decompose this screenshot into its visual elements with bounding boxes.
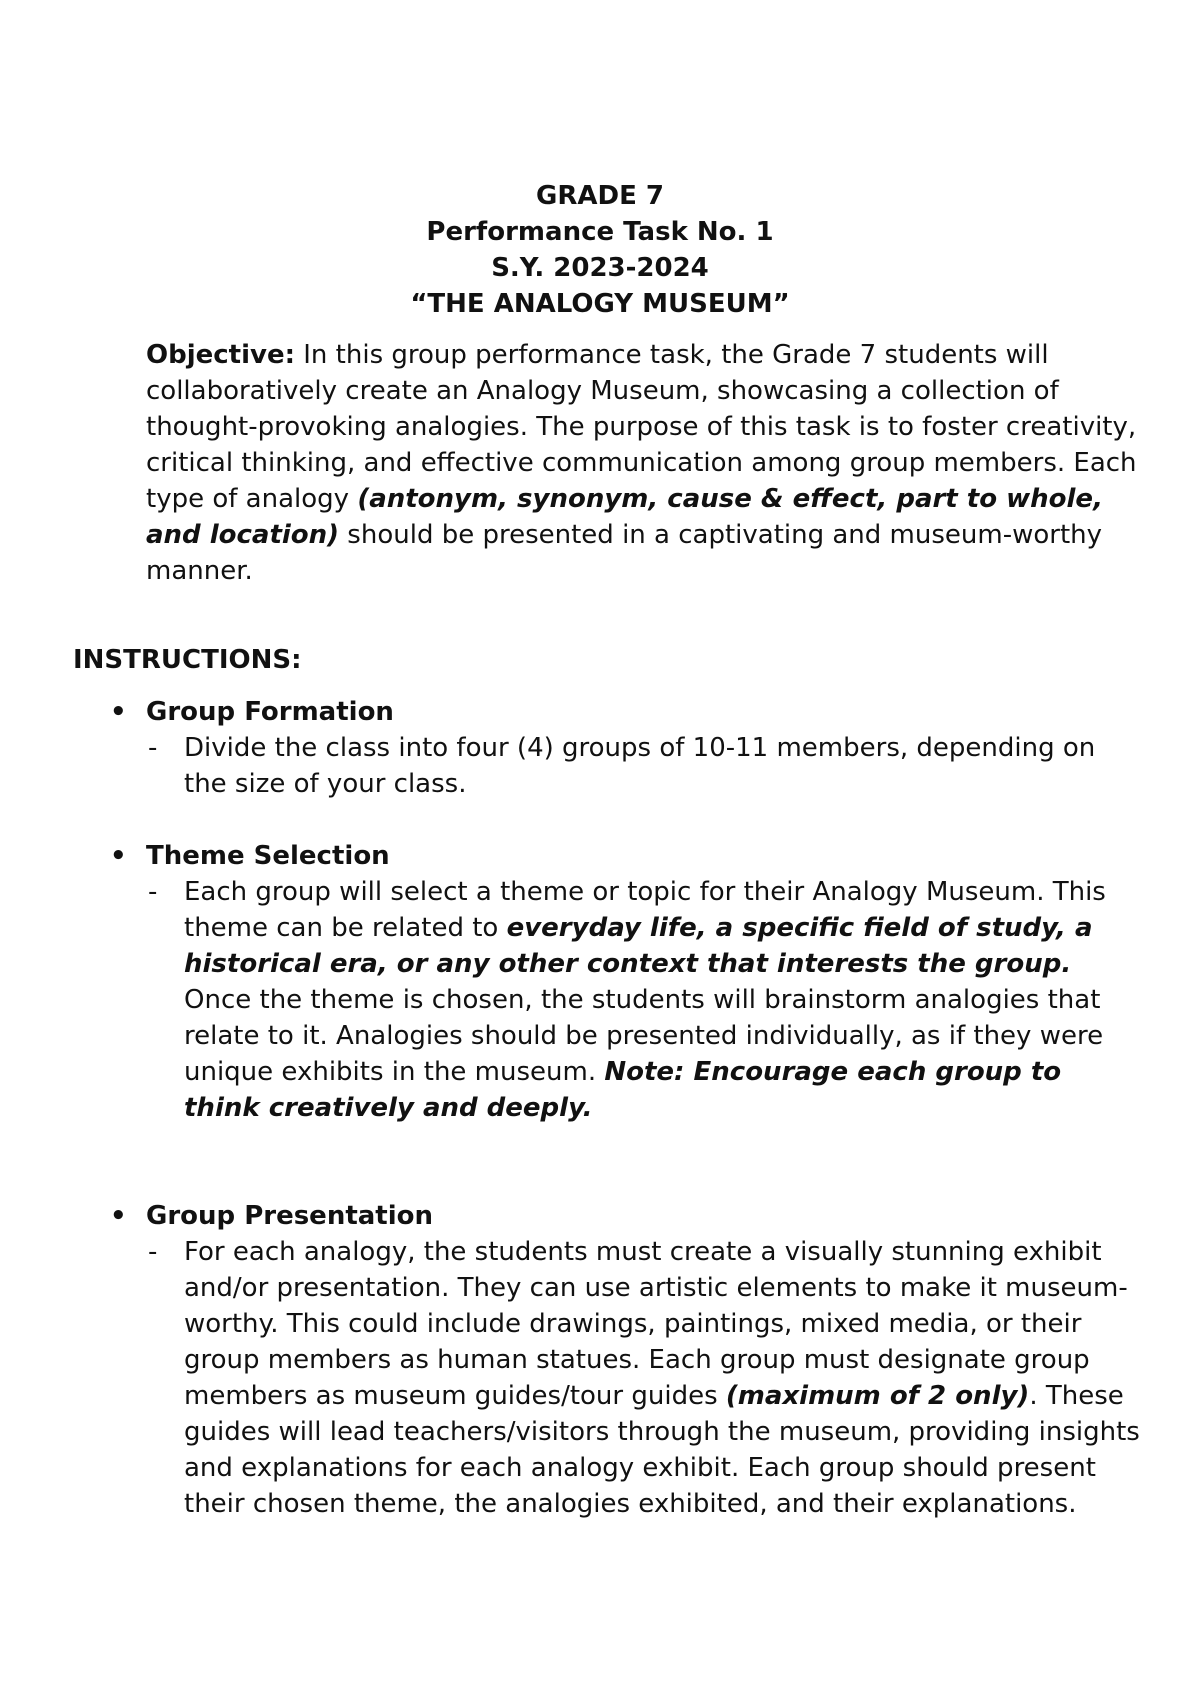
section-item-text: Divide the class into four (4) groups of 10-11 members, depending on the size of your class. xyxy=(184,733,1096,799)
section-heading-text: Theme Selection xyxy=(146,841,390,871)
school-year-heading: S.Y. 2023-2024 xyxy=(491,253,709,283)
section-heading xyxy=(108,838,1158,874)
objective-emphasis: (antonym, synonym, cause & effect, part to whole, and location) xyxy=(146,484,1103,550)
section-heading-text: Group Presentation xyxy=(146,1201,434,1231)
section-item-text-1: Each group will select a theme or topic for their Analogy Museum. This theme can be related to xyxy=(184,877,1106,943)
section-group-formation xyxy=(108,694,1158,802)
instructions-title: INSTRUCTIONS: xyxy=(73,645,302,675)
section-group-presentation xyxy=(108,1198,1158,1522)
grade-heading: GRADE 7 xyxy=(536,181,664,211)
section-item xyxy=(108,730,1144,802)
dash-icon: - xyxy=(148,877,158,907)
objective-label: Objective: xyxy=(146,340,295,370)
bullet-icon: • xyxy=(110,1201,127,1231)
section-item-text-2: . These guides will lead teachers/visitors through the museum, providing insights and explanations for each analogy exhibit. Each group should present their chosen theme, the analogies exhibited, and their explanations. xyxy=(184,1381,1140,1519)
objective-text-2: should be presented in a captivating and museum-worthy manner. xyxy=(146,520,1103,586)
section-theme-selection xyxy=(108,838,1158,1126)
document-header xyxy=(0,178,1200,322)
section-item xyxy=(108,874,1144,1126)
section-item-emphasis-2: Note: Encourage each group to think creatively and deeply. xyxy=(184,1057,1062,1123)
section-item-text-2: Once the theme is chosen, the students will brainstorm analogies that relate to it. Analogies should be presented individually, as if they were unique exhibits in the museum. xyxy=(184,985,1104,1087)
bullet-icon: • xyxy=(110,697,127,727)
section-item-text-1: For each analogy, the students must create a visually stunning exhibit and/or presentation. They can use artistic elements to make it museum-worthy. This could include drawings, paintings, mixed media, or their group members as human statues. Each group must designate group members as museum guides/tour guides xyxy=(184,1237,1128,1411)
dash-icon: - xyxy=(148,733,158,763)
objective-paragraph xyxy=(146,337,1146,589)
task-heading: Performance Task No. 1 xyxy=(426,217,774,247)
section-item-emphasis-1: everyday life, a specific field of study, a historical era, or any other context that interests the group. xyxy=(184,913,1093,979)
objective-text-1: In this group performance task, the Grade 7 students will collaboratively create an Analogy Museum, showcasing a collection of thought-provoking analogies. The purpose of this task is to foster creativity, critical thinking, and effective communication among group members. Each type of analogy xyxy=(146,340,1137,514)
section-item xyxy=(108,1234,1144,1522)
section-heading xyxy=(108,1198,1158,1234)
section-heading xyxy=(108,694,1158,730)
section-item-emphasis-1: (maximum of 2 only) xyxy=(725,1381,1030,1411)
dash-icon: - xyxy=(148,1237,158,1267)
document-title: “THE ANALOGY MUSEUM” xyxy=(410,289,790,319)
section-heading-text: Group Formation xyxy=(146,697,394,727)
bullet-icon: • xyxy=(110,841,127,871)
